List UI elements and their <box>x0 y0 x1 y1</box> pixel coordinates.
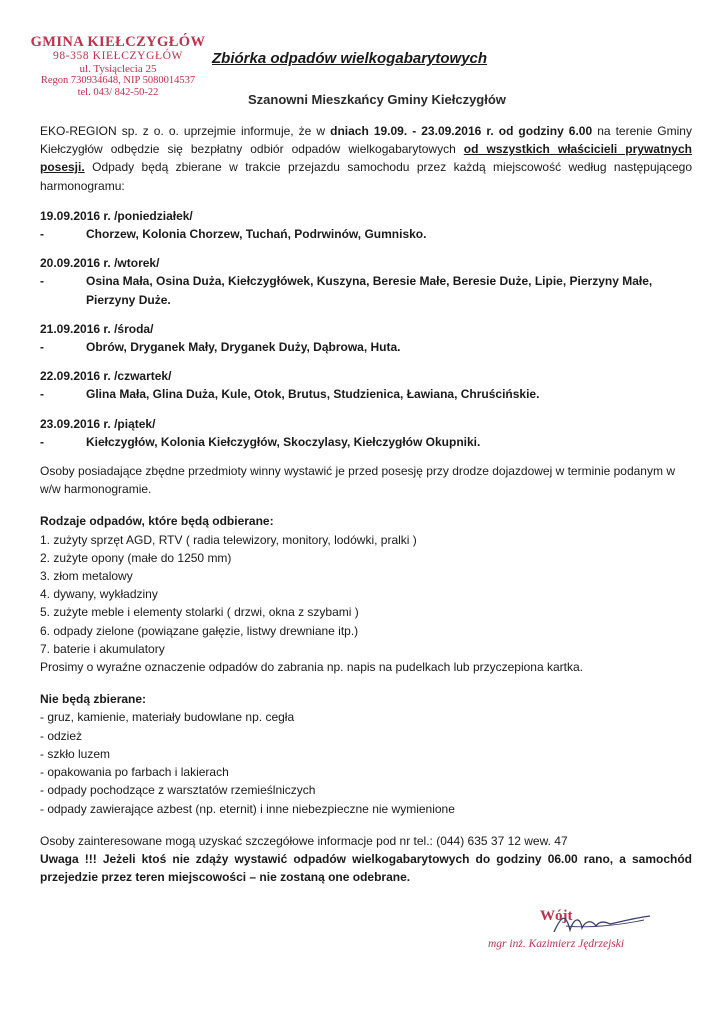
accepted-item: 4. dywany, wykładziny <box>40 587 158 602</box>
schedule-towns: Glina Mała, Glina Duża, Kule, Otok, Brutus, Studzienica, Ławiana, Chruścińskie. <box>86 387 540 402</box>
accepted-title: Rodzaje odpadów, które będą odbierane: <box>40 514 274 529</box>
accepted-item: 5. zużyte meble i elementy stolarki ( drzwi, okna z szybami ) <box>40 605 359 620</box>
stamp-line: GMINA KIEŁCZYGŁÓW <box>30 34 206 50</box>
document-title: Zbiórka odpadów wielkogabarytowych <box>212 50 488 67</box>
schedule-day <box>40 415 692 451</box>
collection-schedule <box>40 207 692 451</box>
rejected-item: - szkło luzem <box>40 746 111 761</box>
accepted-item: 2. zużyte opony (małe do 1250 mm) <box>40 550 232 565</box>
schedule-towns: Obrów, Dryganek Mały, Dryganek Duży, Dąbrowa, Huta. <box>86 340 401 355</box>
rejected-item: - odpady zawierające azbest (np. eternit) i inne niebezpieczne nie wymienione <box>40 801 455 816</box>
stamp-line: 98-358 KIEŁCZYGŁÓW <box>53 50 183 63</box>
signature-role: Wójt <box>540 908 573 924</box>
municipality-stamp <box>18 34 218 99</box>
schedule-day <box>40 207 692 243</box>
rejected-waste-section <box>40 690 692 817</box>
contact-section <box>40 832 692 887</box>
intro-text: Odpady będą zbierane w trakcie przejazdu samochodu przez każdą miejscowość według następującego harmonogramu: <box>40 160 692 193</box>
schedule-date: 20.09.2016 r. /wtorek/ <box>40 256 160 271</box>
signature-block <box>488 904 668 964</box>
rejected-item: - opakowania po farbach i lakierach <box>40 765 229 780</box>
intro-recipients: od wszystkich właścicieli prywatnych posesji. <box>40 142 692 175</box>
stamp-line: Regon 730934648, NIP 5080014537 <box>40 75 196 87</box>
schedule-date: 23.09.2016 r. /piątek/ <box>40 416 156 431</box>
stamp-line: ul. Tysiąclecia 25 <box>79 63 157 76</box>
accepted-item: 6. odpady zielone (powiązane gałęzie, listwy drewniane itp.) <box>40 623 359 638</box>
warning-notice: Uwaga !!! Jeżeli ktoś nie zdąży wystawić odpadów wielkogabarytowych do godziny 06.00 rano, a samochód przejedzie przez teren miejscowości – nie zostaną one odebrane. <box>40 851 692 885</box>
signatory-name: mgr inż. Kazimierz Jędrzejski <box>488 938 625 950</box>
rejected-title: Nie będą zbierane: <box>40 692 147 707</box>
stamp-line: tel. 043/ 842-50-22 <box>77 87 159 99</box>
placement-notice: Osoby posiadające zbędne przedmioty winny wystawić je przed posesję przy drodze dojazdowej w terminie podanym w w/w harmonogramie. <box>40 464 675 497</box>
accepted-item: 1. zużyty sprzęt AGD, RTV ( radia telewizory, monitory, lodówki, pralki ) <box>40 532 417 547</box>
schedule-date: 19.09.2016 r. /poniedziałek/ <box>40 208 193 223</box>
accepted-item: 7. baterie i akumulatory <box>40 641 165 656</box>
schedule-towns: Chorzew, Kolonia Chorzew, Tuchań, Podrwinów, Gumnisko. <box>86 227 427 242</box>
rejected-item: - odzież <box>40 728 83 743</box>
schedule-towns: Kiełczygłów, Kolonia Kiełczygłów, Skoczylasy, Kiełczygłów Okupniki. <box>86 434 481 449</box>
schedule-date: 22.09.2016 r. /czwartek/ <box>40 369 172 384</box>
accepted-item: 3. złom metalowy <box>40 569 133 584</box>
schedule-dash: - <box>40 274 44 289</box>
schedule-dash: - <box>40 227 44 242</box>
schedule-day <box>40 367 692 403</box>
handwritten-signature <box>546 910 656 940</box>
accepted-waste-section <box>40 512 692 676</box>
schedule-dash: - <box>40 434 44 449</box>
schedule-day <box>40 320 692 356</box>
schedule-day <box>40 254 692 309</box>
greeting: Szanowni Mieszkańcy Gminy Kiełczygłów <box>248 92 506 107</box>
labeling-request: Prosimy o wyraźne oznaczenie odpadów do zabrania np. napis na pudelkach lub przyczepiona kartka. <box>40 660 583 675</box>
contact-info: Osoby zainteresowane mogą uzyskać szczegółowe informacje pod nr tel.: (044) 635 37 12 wew. 47 <box>40 833 568 848</box>
intro-paragraph <box>40 122 692 195</box>
document-body <box>40 122 692 886</box>
intro-text: EKO-REGION sp. z o. o. uprzejmie informuje, że w <box>40 124 331 138</box>
rejected-item: - gruz, kamienie, materiały budowlane np. cegła <box>40 710 295 725</box>
schedule-dash: - <box>40 387 44 402</box>
schedule-towns: Osina Mała, Osina Duża, Kiełczygłówek, Kuszyna, Beresie Małe, Beresie Duże, Lipie, Pierzyny Małe, Pierzyny Duże. <box>86 274 653 307</box>
schedule-date: 21.09.2016 r. /środa/ <box>40 321 154 336</box>
intro-text: na terenie Gminy Kiełczygłów odbędzie się bezpłatny odbiór odpadów wielkogabarytowych <box>40 124 692 157</box>
rejected-item: - odpady pochodzące z warsztatów rzemieślniczych <box>40 783 316 798</box>
schedule-dash: - <box>40 340 44 355</box>
intro-dates: dniach 19.09. - 23.09.2016 r. od godziny 6.00 <box>330 124 593 138</box>
